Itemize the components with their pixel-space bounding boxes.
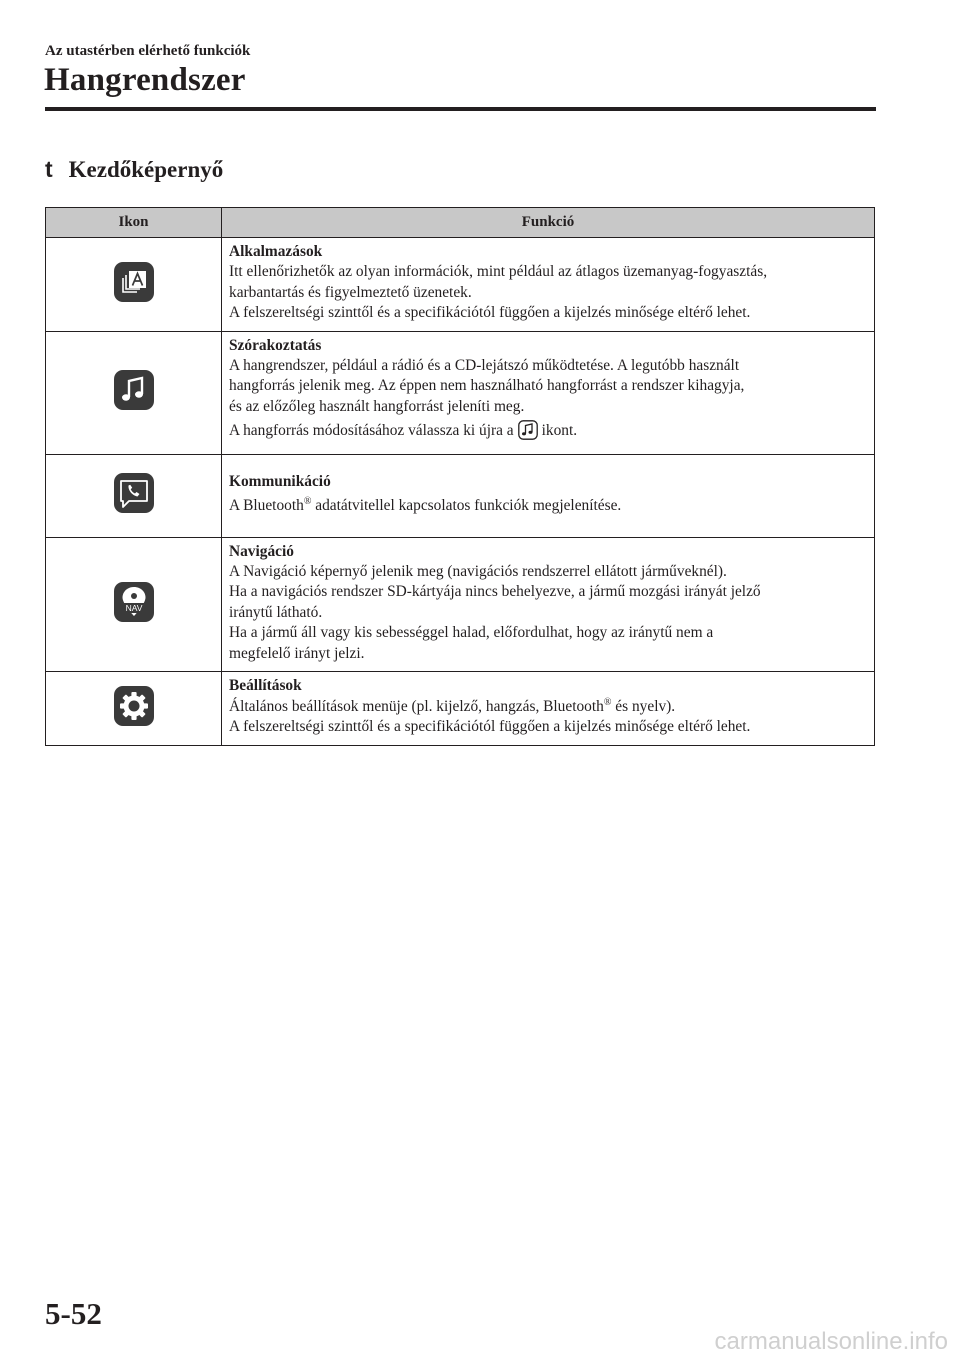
table-row	[46, 238, 875, 332]
watermark: carmanualsonline.info	[714, 1328, 948, 1355]
icon-cell	[46, 672, 222, 746]
icon-function-table	[45, 207, 875, 746]
table-row	[46, 672, 875, 746]
registered-mark: ®	[303, 495, 312, 507]
page-number: 5-52	[45, 1296, 102, 1331]
function-text	[229, 496, 866, 516]
function-text-before-icon: A hangforrás módosításához válassza ki újra a	[229, 422, 514, 440]
table-row	[46, 454, 875, 537]
table-row	[46, 331, 875, 454]
title-divider	[45, 107, 876, 111]
function-text: karbantartás és figyelmeztető üzenetek.	[229, 283, 472, 301]
function-text-part: és nyelv).	[611, 697, 676, 715]
communication-phone-icon	[113, 472, 155, 514]
function-cell	[222, 331, 875, 454]
function-text: A felszereltségi szinttől és a specifikációtól függően a kijelzés minősége eltérő lehet.	[229, 717, 751, 735]
function-text: Itt ellenőrizhetők az olyan információk, mint például az átlagos üzemanyag-fogyasztás,	[229, 263, 768, 281]
function-title: Alkalmazások	[229, 243, 323, 260]
function-text	[229, 420, 866, 446]
function-text: iránytű látható.	[229, 603, 323, 621]
applications-icon	[113, 261, 155, 303]
function-text-part: A Bluetooth	[229, 496, 304, 514]
function-cell	[222, 454, 875, 537]
nav-icon-label: NAV	[125, 602, 142, 613]
table-row	[46, 537, 875, 671]
page-title: Hangrendszer	[44, 62, 246, 98]
music-note-icon	[113, 369, 155, 411]
icon-cell	[46, 331, 222, 454]
function-text: megfelelő irányt jelzi.	[229, 644, 365, 662]
function-title: Szórakoztatás	[229, 336, 322, 354]
function-title: Kommunikáció	[229, 473, 331, 491]
function-text: Ha a jármű áll vagy kis sebességgel halad, előfordulhat, hogy az iránytű nem a	[229, 624, 714, 642]
function-text: A Navigáció képernyő jelenik meg (navigációs rendszerrel ellátott járműveknél).	[229, 563, 727, 581]
inline-music-note-icon	[518, 420, 538, 446]
navigation-pin-icon	[113, 581, 155, 623]
function-text-part: Általános beállítások menüje (pl. kijelző, hangzás, Bluetooth	[229, 697, 604, 715]
function-text: A hangrendszer, például a rádió és a CD-lejátszó működtetése. A legutóbb használt	[229, 357, 740, 375]
icon-cell	[46, 454, 222, 537]
column-header-function: Funkció	[222, 208, 875, 238]
icon-cell	[46, 238, 222, 332]
function-title: Navigáció	[229, 542, 294, 560]
section-heading	[45, 156, 223, 183]
function-text-after-icon: ikont.	[541, 422, 578, 440]
function-text: Ha a navigációs rendszer SD-kártyája nincs behelyezve, a jármű mozgási irányát jelző	[229, 583, 761, 601]
function-text: és az előzőleg használt hangforrást jeleníti meg.	[229, 397, 525, 415]
function-text-part: adatátvitellel kapcsolatos funkciók megjelenítése.	[311, 496, 622, 514]
function-cell	[222, 537, 875, 671]
settings-gear-icon	[113, 685, 155, 727]
function-text	[229, 697, 866, 717]
icon-cell	[46, 537, 222, 671]
function-cell	[222, 672, 875, 746]
function-text: A felszereltségi szinttől és a specifikációtól függően a kijelzés minősége eltérő lehet.	[229, 304, 751, 322]
function-text: hangforrás jelenik meg. Az éppen nem használható hangforrást a rendszer kihagyja,	[229, 377, 745, 395]
section-marker: t	[45, 156, 53, 182]
table-header-row	[46, 208, 875, 238]
registered-mark: ®	[603, 696, 612, 708]
breadcrumb: Az utastérben elérhető funkciók	[45, 43, 251, 59]
function-cell	[222, 238, 875, 332]
section-heading-text: Kezdőképernyő	[68, 157, 224, 182]
function-title: Beállítások	[229, 677, 302, 695]
column-header-icon: Ikon	[46, 208, 222, 238]
